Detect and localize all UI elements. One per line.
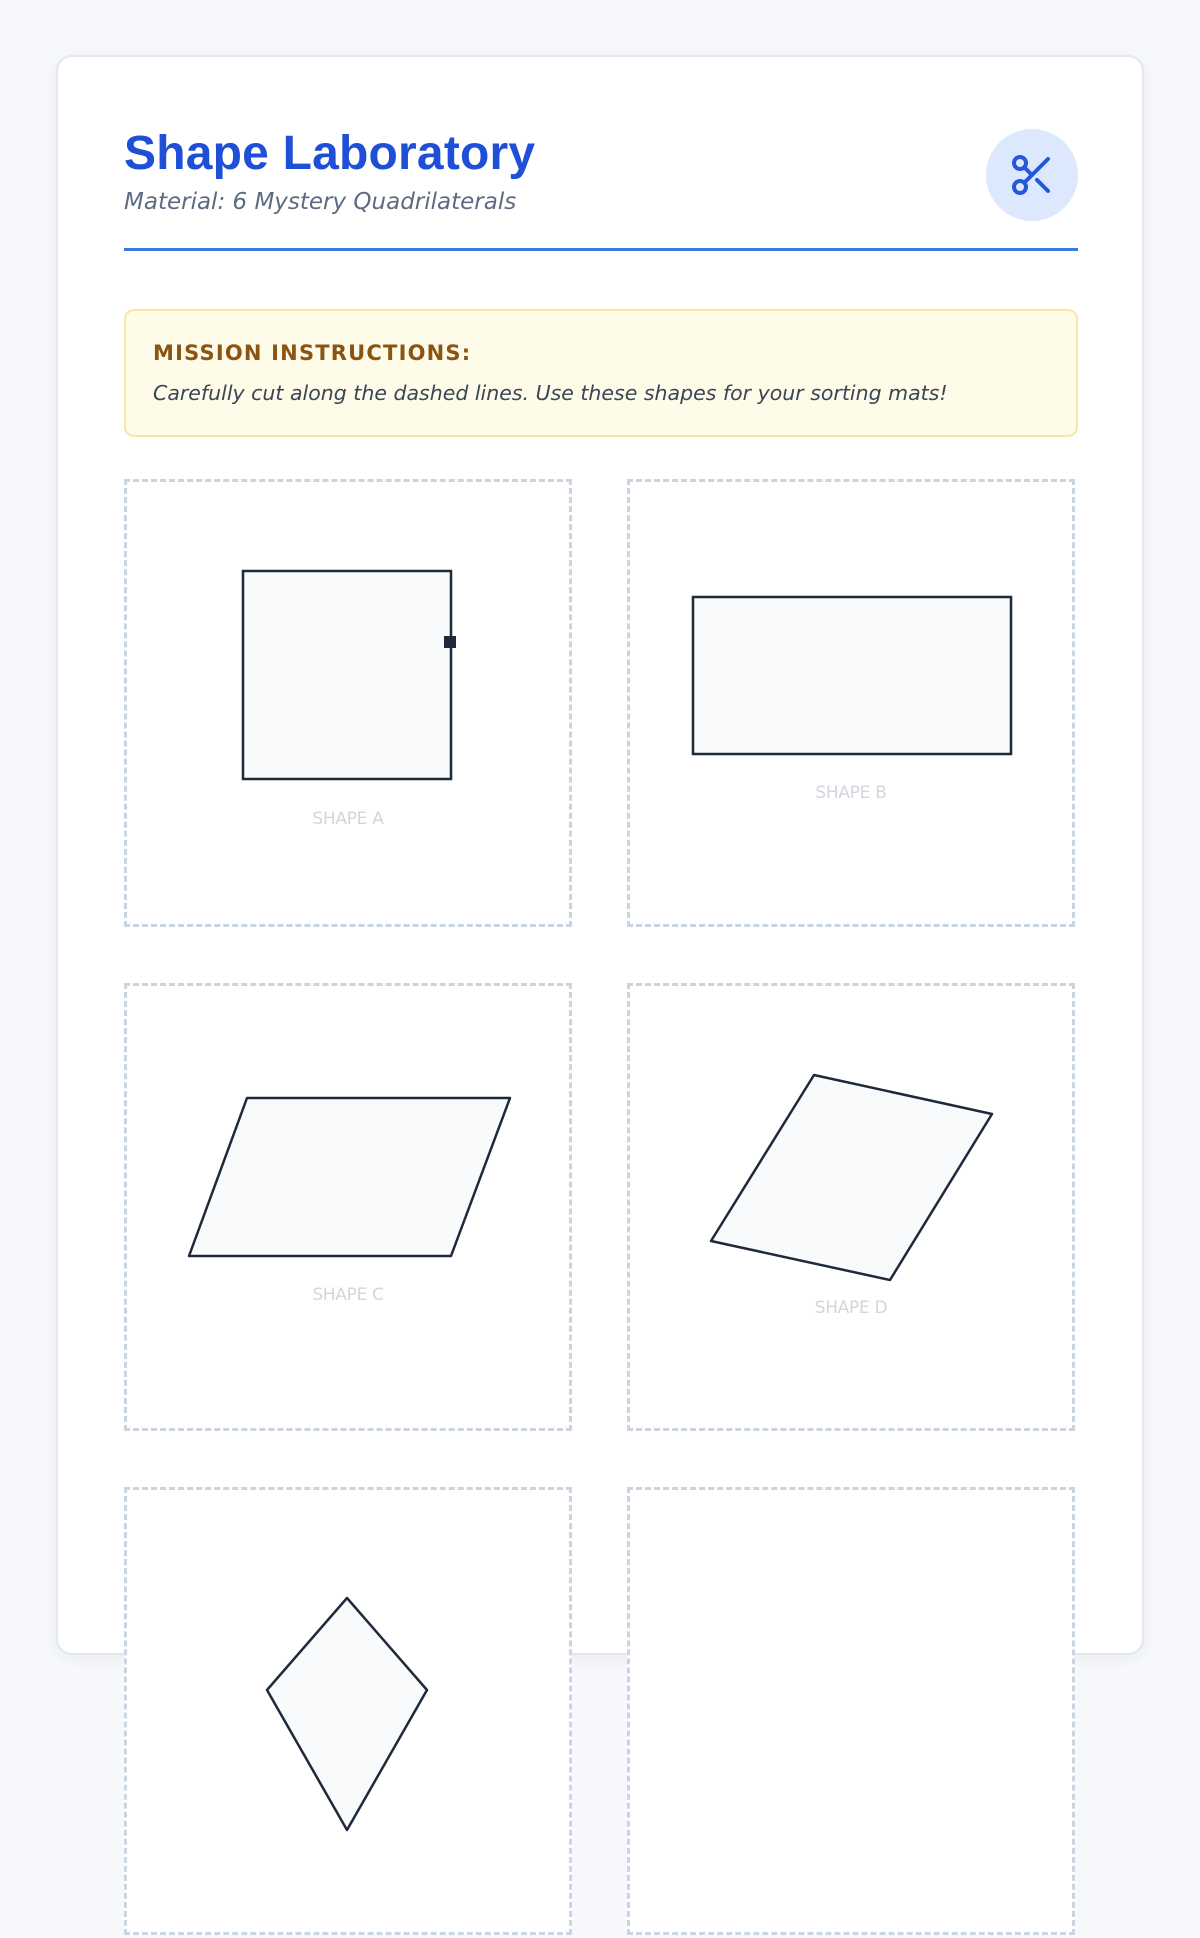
cutout-card-shape-a[interactable]	[124, 479, 572, 927]
shape-label: SHAPE B	[815, 783, 887, 803]
rhombus-shape	[630, 986, 1078, 1434]
page-subtitle: Material: 6 Mystery Quadrilaterals	[124, 189, 517, 215]
cutout-card-shape-d[interactable]	[627, 983, 1075, 1431]
rectangle-shape	[630, 482, 1078, 930]
square-shape	[127, 482, 575, 930]
instructions-title: MISSION INSTRUCTIONS:	[153, 341, 472, 365]
scissors-button[interactable]	[986, 129, 1078, 221]
shape-label: SHAPE A	[312, 809, 384, 829]
kite-shape	[127, 1490, 575, 1938]
header	[124, 127, 1078, 251]
cutout-card-shape-c[interactable]	[124, 983, 572, 1431]
instructions-text: Carefully cut along the dashed lines. Use these shapes for your sorting mats!	[153, 381, 948, 405]
shape-label: SHAPE C	[312, 1285, 384, 1305]
worksheet-page	[56, 55, 1144, 1655]
cutout-card-shape-e[interactable]	[124, 1487, 572, 1935]
cutout-card-shape-f[interactable]	[627, 1487, 1075, 1935]
parallelogram-shape	[127, 986, 575, 1434]
scissors-icon	[1008, 151, 1056, 199]
cutout-card-shape-b[interactable]	[627, 479, 1075, 927]
page-title: Shape Laboratory	[124, 127, 536, 180]
shape-label: SHAPE D	[814, 1298, 888, 1318]
instructions-box	[124, 309, 1078, 437]
